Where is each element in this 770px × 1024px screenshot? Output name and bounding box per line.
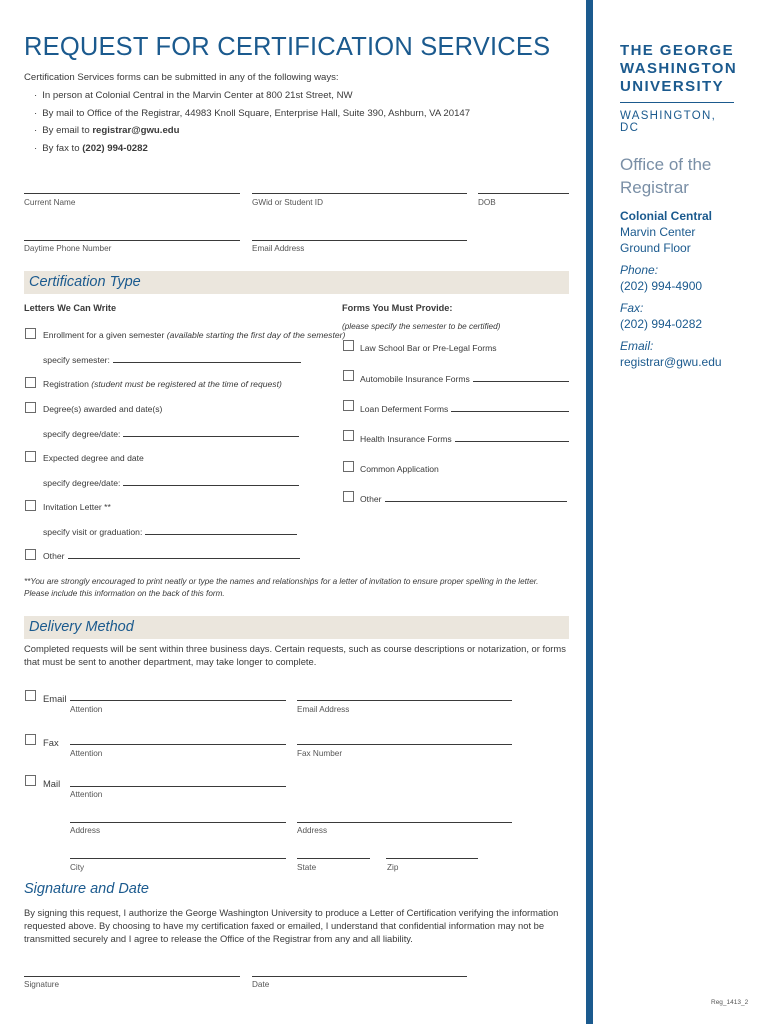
date-field[interactable] bbox=[252, 976, 467, 977]
delivery-description: Completed requests will be sent within three business days. Certain requests, such as course descriptions or notarization, or forms that must be sent to another department, may take longer to complete. bbox=[24, 643, 566, 667]
registrar-fax-number: (202) 994-0282 bbox=[82, 142, 148, 154]
letters-heading: Letters We Can Write bbox=[24, 303, 117, 313]
gwid-label: GWid or Student ID bbox=[252, 198, 323, 207]
form-number: Reg_1413_2 bbox=[711, 999, 749, 1006]
office-phone: (202) 994-4900 bbox=[620, 279, 703, 293]
zip-label: Zip bbox=[387, 863, 399, 872]
fax-delivery-checkbox[interactable] bbox=[25, 734, 36, 745]
fax-number-label: Fax Number bbox=[297, 749, 343, 758]
mail-delivery-checkbox[interactable] bbox=[25, 775, 36, 786]
invitation-option: Invitation Letter ** bbox=[43, 502, 111, 512]
dob-field[interactable] bbox=[478, 193, 569, 194]
office-title: Office of the Registrar bbox=[620, 155, 712, 197]
other-form-checkbox[interactable] bbox=[343, 491, 354, 502]
attention-label: Attention bbox=[70, 790, 103, 799]
delivery-section-header: Delivery Method bbox=[24, 616, 569, 639]
fax-delivery-label: Fax bbox=[43, 737, 59, 748]
mail-delivery-label: Mail bbox=[43, 778, 61, 789]
specify-semester-field[interactable]: specify semester: bbox=[43, 355, 301, 365]
registration-checkbox[interactable] bbox=[25, 377, 36, 388]
health-insurance-checkbox[interactable] bbox=[343, 430, 354, 441]
specify-expected-degree-field[interactable]: specify degree/date: bbox=[43, 478, 299, 488]
email-address-field[interactable] bbox=[297, 700, 512, 701]
state-field[interactable] bbox=[297, 858, 370, 859]
other-letter-field[interactable]: Other bbox=[43, 551, 300, 561]
forms-note: (please specify the semester to be certified) bbox=[342, 322, 501, 331]
registration-option: Registration (student must be registered at the time of request) bbox=[43, 379, 282, 389]
auto-insurance-checkbox[interactable] bbox=[343, 370, 354, 381]
forms-heading: Forms You Must Provide: bbox=[342, 303, 453, 313]
submission-methods-list bbox=[34, 90, 470, 160]
health-insurance-field[interactable]: Health Insurance Forms bbox=[360, 434, 569, 444]
email-delivery-checkbox[interactable] bbox=[25, 690, 36, 701]
specify-degree-field[interactable]: specify degree/date: bbox=[43, 429, 299, 439]
law-school-option: Law School Bar or Pre-Legal Forms bbox=[360, 343, 497, 353]
common-app-checkbox[interactable] bbox=[343, 461, 354, 472]
enrollment-option: Enrollment for a given semester (available starting the first day of the semester) bbox=[43, 330, 346, 340]
fax-attention-field[interactable] bbox=[70, 744, 286, 745]
list-item: · By email to registrar@gwu.edu bbox=[34, 125, 180, 136]
certification-section-header: Certification Type bbox=[24, 271, 569, 294]
university-logo: THE GEORGE WASHINGTON UNIVERSITY WASHINGTON, DC bbox=[620, 42, 738, 134]
list-item: · By fax to (202) 994-0282 bbox=[34, 142, 148, 154]
mail-attention-field[interactable] bbox=[70, 786, 286, 787]
phone-field[interactable] bbox=[24, 240, 240, 241]
address-field-1[interactable] bbox=[70, 822, 286, 823]
invitation-footnote: **You are strongly encouraged to print neatly or type the names and relationships for a letter of invitation to ensure proper spelling in the letter. Please include this information on the back of this form. bbox=[24, 577, 539, 598]
dob-label: DOB bbox=[478, 198, 496, 207]
state-label: State bbox=[297, 863, 317, 872]
email-delivery-label: Email bbox=[43, 693, 67, 704]
signature-field[interactable] bbox=[24, 976, 240, 977]
city-field[interactable] bbox=[70, 858, 286, 859]
enrollment-checkbox[interactable] bbox=[25, 328, 36, 339]
email-attention-field[interactable] bbox=[70, 700, 286, 701]
attention-label: Attention bbox=[70, 705, 103, 714]
expected-degree-checkbox[interactable] bbox=[25, 451, 36, 462]
gwid-field[interactable] bbox=[252, 193, 467, 194]
current-name-field[interactable] bbox=[24, 193, 240, 194]
loan-deferment-field[interactable]: Loan Deferment Forms bbox=[360, 404, 569, 414]
registrar-email-link[interactable]: registrar@gwu.edu bbox=[92, 125, 180, 136]
expected-degree-option: Expected degree and date bbox=[43, 453, 144, 463]
logo-divider bbox=[620, 102, 734, 103]
other-form-field[interactable]: Other bbox=[360, 494, 567, 504]
list-item: · In person at Colonial Central in the Marvin Center at 800 21st Street, NW bbox=[34, 90, 353, 101]
phone-label: Daytime Phone Number bbox=[24, 244, 112, 253]
zip-field[interactable] bbox=[386, 858, 478, 859]
signature-section-title: Signature and Date bbox=[24, 881, 149, 897]
other-letter-checkbox[interactable] bbox=[25, 549, 36, 560]
list-item: · By mail to Office of the Registrar, 44983 Knoll Square, Enterprise Hall, Suite 390, Ashburn, VA 20147 bbox=[34, 107, 471, 119]
address-label: Address bbox=[297, 826, 328, 835]
loan-deferment-checkbox[interactable] bbox=[343, 400, 354, 411]
common-app-option: Common Application bbox=[360, 464, 439, 474]
current-name-label: Current Name bbox=[24, 198, 76, 207]
city-label: City bbox=[70, 863, 85, 872]
address-field-2[interactable] bbox=[297, 822, 512, 823]
email-field[interactable] bbox=[252, 240, 467, 241]
signature-statement: By signing this request, I authorize the George Washington University to produce a Letter of Certification verifying the information requested above. By choosing to have my certification faxed or emailed, I understand that confidential information may not be transmitted securely and I agree to release the Office of the Registrar from any and all liability. bbox=[24, 907, 559, 944]
intro-text: Certification Services forms can be submitted in any of the following ways: bbox=[24, 72, 339, 83]
fax-number-field[interactable] bbox=[297, 744, 512, 745]
office-email-link[interactable]: registrar@gwu.edu bbox=[620, 355, 722, 369]
date-label: Date bbox=[252, 980, 270, 989]
attention-label: Attention bbox=[70, 749, 103, 758]
law-school-checkbox[interactable] bbox=[343, 340, 354, 351]
specify-visit-field[interactable]: specify visit or graduation: bbox=[43, 527, 297, 537]
email-label: Email Address bbox=[252, 244, 305, 253]
office-contact: Colonial Central Marvin Center Ground Floor Phone: (202) 994-4900 Fax: (202) 994-0282 Email: registrar@gwu.edu bbox=[620, 209, 722, 369]
address-label: Address bbox=[70, 826, 101, 835]
auto-insurance-field[interactable]: Automobile Insurance Forms bbox=[360, 374, 569, 384]
invitation-checkbox[interactable] bbox=[25, 500, 36, 511]
email-address-label: Email Address bbox=[297, 705, 350, 714]
page-title: REQUEST FOR CERTIFICATION SERVICES bbox=[24, 33, 551, 61]
brand-vertical-bar bbox=[586, 0, 593, 1024]
degrees-checkbox[interactable] bbox=[25, 402, 36, 413]
office-fax: (202) 994-0282 bbox=[620, 317, 703, 331]
signature-label: Signature bbox=[24, 980, 60, 989]
degrees-option: Degree(s) awarded and date(s) bbox=[43, 404, 163, 414]
